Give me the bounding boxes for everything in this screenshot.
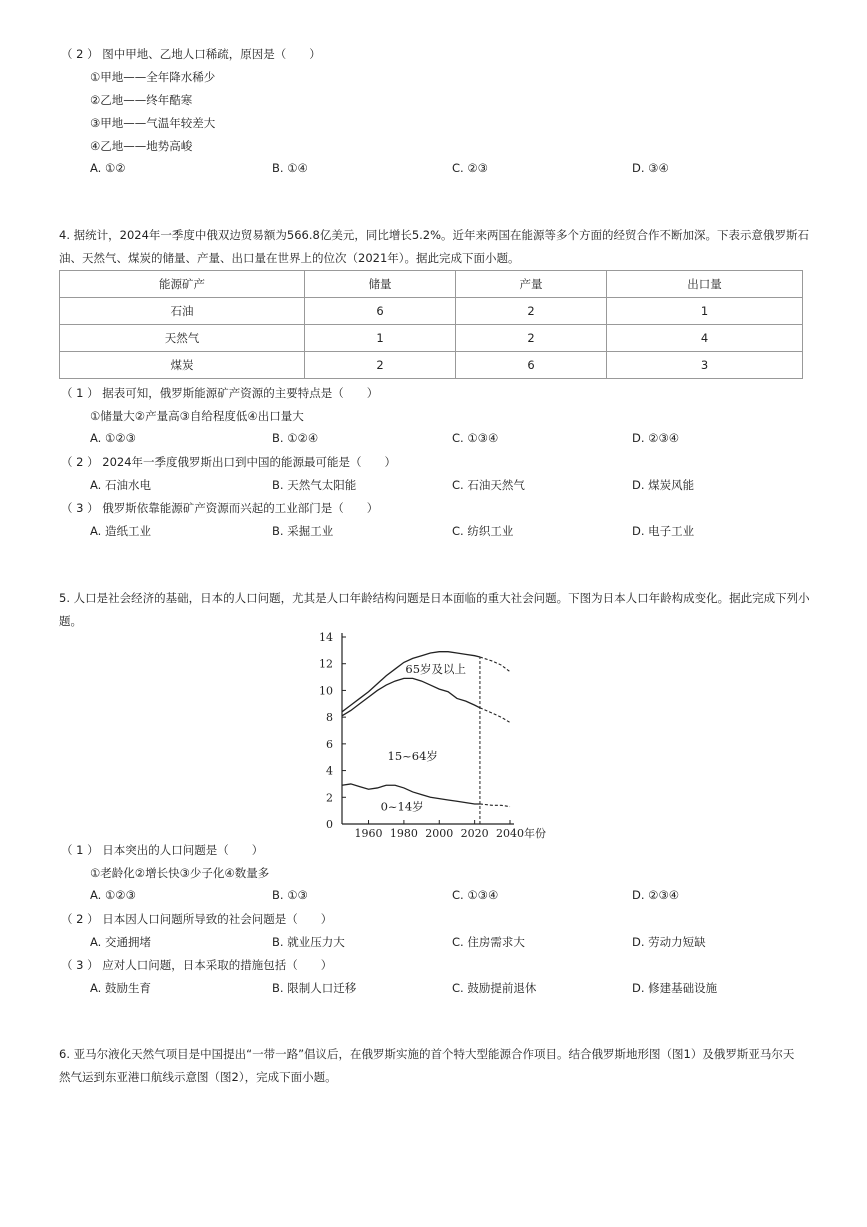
table-cell: 6: [456, 352, 607, 379]
q5-sub3-option-a[interactable]: A. 鼓励生育: [90, 981, 151, 995]
q5-sub1-items: ①老龄化②增长快③少子化④数量多: [90, 866, 270, 880]
q5-sub3-option-c[interactable]: C. 鼓励提前退休: [452, 981, 537, 995]
table-header-cell: 储量: [305, 271, 456, 298]
table-cell: 天然气: [60, 325, 305, 352]
q4-sub2-option-d[interactable]: D. 煤炭风能: [632, 478, 695, 492]
y-tick-label: 12: [319, 657, 333, 671]
table-row: [60, 352, 803, 379]
q3-sub2-stem: （ 2 ） 图中甲地、乙地人口稀疏，原因是（ ）: [61, 47, 321, 61]
q5-sub1-option-d[interactable]: D. ②③④: [632, 888, 680, 902]
series-projection-line: [480, 708, 510, 723]
table-header-row: [60, 271, 803, 298]
q5-sub2-option-d[interactable]: D. 劳动力短缺: [632, 935, 706, 949]
series-label: 0~14岁: [380, 799, 424, 814]
q5-sub3-option-b[interactable]: B. 限制人口迁移: [272, 981, 357, 995]
table-cell: 2: [305, 352, 456, 379]
q5-sub2-stem: （ 2 ） 日本因人口问题所导致的社会问题是（ ）: [61, 912, 333, 926]
x-axis-label: 年份: [524, 827, 546, 840]
q6-intro-line1: 6. 亚马尔液化天然气项目是中国提出“一带一路”倡议后，在俄罗斯实施的首个特大型能源合作项目。结合俄罗斯地形图（图1）及俄罗斯亚马尔天: [59, 1047, 795, 1061]
y-tick-label: 0: [326, 818, 333, 831]
q5-sub2-option-b[interactable]: B. 就业压力大: [272, 935, 345, 949]
x-tick-label: 1980: [389, 827, 418, 840]
q4-sub2-option-a[interactable]: A. 石油水电: [90, 478, 151, 492]
q4-sub1-option-b[interactable]: B. ①②④: [272, 431, 319, 445]
q4-sub3-option-d[interactable]: D. 电子工业: [632, 524, 695, 538]
q4-sub1-option-c[interactable]: C. ①③④: [452, 431, 499, 445]
q4-sub1-items: ①储量大②产量高③自给程度低④出口量大: [90, 409, 304, 423]
q4-sub2-option-c[interactable]: C. 石油天然气: [452, 478, 525, 492]
y-tick-label: 10: [319, 684, 333, 698]
q5-sub2-option-c[interactable]: C. 住房需求大: [452, 935, 525, 949]
q4-sub1-option-d[interactable]: D. ②③④: [632, 431, 680, 445]
table-cell: 2: [456, 298, 607, 325]
q4-sub3-option-b[interactable]: B. 采掘工业: [272, 524, 334, 538]
table-cell: 6: [305, 298, 456, 325]
table-cell: 3: [607, 352, 803, 379]
series-label: 65岁及以上: [405, 662, 467, 677]
q3-sub2-option-a[interactable]: A. ①②: [90, 161, 126, 175]
table-header-cell: 出口量: [607, 271, 803, 298]
table-cell: 1: [607, 298, 803, 325]
y-tick-label: 2: [326, 791, 333, 805]
x-tick-label: 1960: [354, 827, 383, 840]
table-cell: 1: [305, 325, 456, 352]
q3-sub2-option-d[interactable]: D. ③④: [632, 161, 669, 175]
y-tick-label: 14: [319, 631, 333, 644]
q5-sub1-stem: （ 1 ） 日本突出的人口问题是（ ）: [61, 843, 264, 857]
q4-intro-line1: 4. 据统计，2024年一季度中俄双边贸易额为566.8亿美元，同比增长5.2%。近年来两国在能源等多个方面的经贸合作不断加深。下表示意俄罗斯石: [59, 228, 810, 242]
table-row: [60, 298, 803, 325]
y-tick-label: 8: [326, 711, 333, 725]
q5-sub3-option-d[interactable]: D. 修建基础设施: [632, 981, 718, 995]
q5-sub1-option-b[interactable]: B. ①③: [272, 888, 308, 902]
table-cell: 石油: [60, 298, 305, 325]
q3-sub2-option-c[interactable]: C. ②③: [452, 161, 488, 175]
q3-sub2-item: ②乙地——终年酷寒: [90, 93, 193, 107]
table-cell: 4: [607, 325, 803, 352]
q3-sub2-item: ①甲地——全年降水稀少: [90, 70, 216, 84]
series-line: [342, 678, 480, 715]
q4-intro-line2: 油、天然气、煤炭的储量、产量、出口量在世界上的位次（2021年）。据此完成下面小题。: [59, 251, 520, 265]
q5-intro-line2: 题。: [59, 614, 82, 628]
series-projection-line: [480, 657, 510, 672]
q3-sub2-item: ③甲地——气温年较差大: [90, 116, 216, 130]
series-projection-line: [480, 804, 510, 807]
table-cell: 2: [456, 325, 607, 352]
q4-sub3-option-c[interactable]: C. 纺织工业: [452, 524, 514, 538]
y-tick-label: 6: [326, 737, 333, 751]
q5-sub1-option-c[interactable]: C. ①③④: [452, 888, 499, 902]
q5-sub3-stem: （ 3 ） 应对人口问题，日本采取的措施包括（ ）: [61, 958, 333, 972]
series-line: [342, 652, 480, 712]
q5-intro-line1: 5. 人口是社会经济的基础，日本的人口问题，尤其是人口年龄结构问题是日本面临的重大社会问题。下图为日本人口年龄构成变化。据此完成下列小: [59, 591, 810, 605]
series-label: 15~64岁: [387, 748, 438, 763]
q4-sub1-option-a[interactable]: A. ①②③: [90, 431, 136, 445]
q4-sub3-stem: （ 3 ） 俄罗斯依靠能源矿产资源而兴起的工业部门是（ ）: [61, 501, 379, 515]
q3-sub2-option-b[interactable]: B. ①④: [272, 161, 308, 175]
table-header-cell: 能源矿产: [60, 271, 305, 298]
q5-sub2-option-a[interactable]: A. 交通拥堵: [90, 935, 151, 949]
q4-sub1-stem: （ 1 ） 据表可知，俄罗斯能源矿产资源的主要特点是（ ）: [61, 386, 379, 400]
table-cell: 煤炭: [60, 352, 305, 379]
x-tick-label: 2040: [496, 827, 524, 840]
q4-sub2-option-b[interactable]: B. 天然气太阳能: [272, 478, 357, 492]
x-tick-label: 2020: [460, 827, 489, 840]
population-age-chart: [310, 628, 560, 840]
q4-sub2-stem: （ 2 ） 2024年一季度俄罗斯出口到中国的能源最可能是（ ）: [61, 455, 397, 469]
table-header-cell: 产量: [456, 271, 607, 298]
q6-intro-line2: 然气运到东亚港口航线示意图（图2），完成下面小题。: [59, 1070, 337, 1084]
x-tick-label: 2000: [425, 827, 454, 840]
table-row: [60, 325, 803, 352]
q3-sub2-item: ④乙地——地势高峻: [90, 139, 193, 153]
q5-sub1-option-a[interactable]: A. ①②③: [90, 888, 136, 902]
y-tick-label: 4: [326, 764, 333, 778]
energy-ranking-table: [59, 270, 803, 379]
q4-sub3-option-a[interactable]: A. 造纸工业: [90, 524, 151, 538]
